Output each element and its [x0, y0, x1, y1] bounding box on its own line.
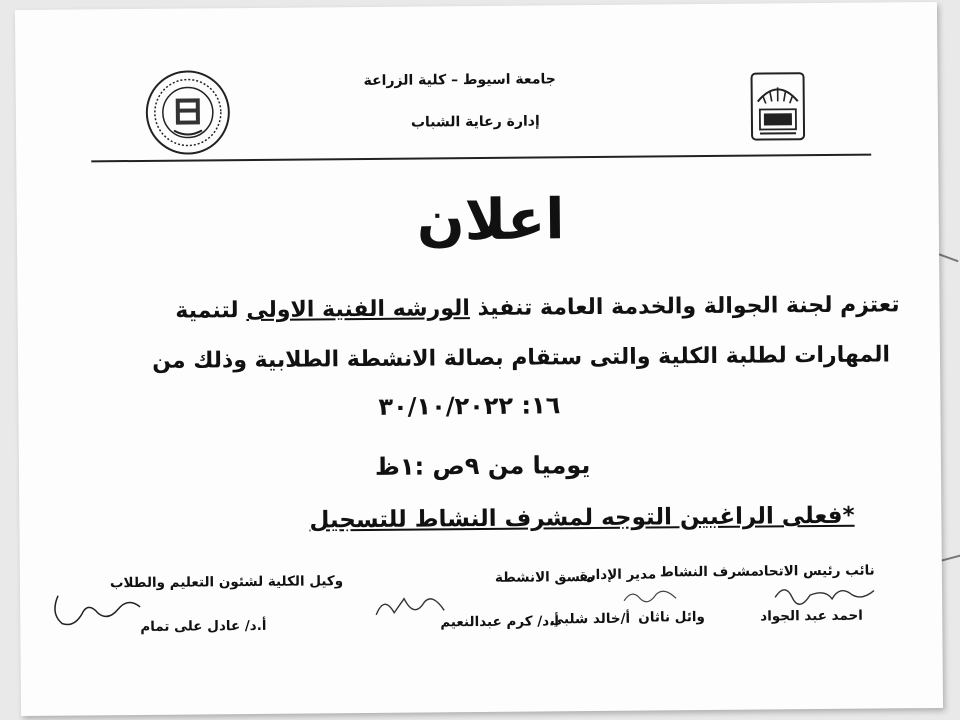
- announcement-paper: [15, 2, 943, 716]
- header-university: جامعة اسيوط – كلية الزراعة: [363, 71, 556, 89]
- signatory-title: منسق الانشطة: [494, 569, 595, 586]
- signatory-title: مشرف النشاط: [659, 563, 759, 581]
- body-line-1-part2: لتنمية: [175, 298, 247, 324]
- signatory-title: نائب رئيس الاتحاد: [756, 562, 875, 580]
- body-line-1: [175, 292, 899, 323]
- university-logo-icon: [737, 65, 818, 146]
- handwritten-signature: [48, 583, 148, 632]
- signatory-title: مدير الإدارة: [579, 566, 657, 584]
- signatory-name: أ/خالد شلبي: [550, 610, 631, 628]
- body-line-2: المهارات لطلبة الكلية والتى ستقام بصالة الانشطة الطلابية وذلك من: [152, 342, 891, 374]
- workshop-name: الورشه الفنية الاولى: [246, 296, 470, 324]
- registration-note: *فعلى الراغبين التوجه لمشرف النشاط للتسجيل: [309, 502, 855, 534]
- faculty-seal-icon: [143, 68, 232, 157]
- signatory-name: أ.د/ كرم عبدالنعيم: [440, 613, 559, 631]
- handwritten-signature: [370, 590, 450, 625]
- event-date: ١٦: ٣٠/١٠/٢٠٢٢: [378, 391, 561, 421]
- signatory-name: أ.د/ عادل على تمام: [140, 617, 267, 635]
- handwritten-signature: [620, 582, 680, 613]
- signatory-name: وائل ناثان: [638, 609, 705, 626]
- body-line-1-part1: تعتزم لجنة الجوالة والخدمة العامة تنفيذ: [469, 292, 900, 322]
- daily-hours: يوميا من ٩ص :١ظ: [374, 451, 591, 481]
- announcement-title: اعلان: [416, 187, 565, 254]
- header-department: إدارة رعاية الشباب: [410, 113, 540, 131]
- signatory-name: احمد عبد الجواد: [760, 607, 863, 625]
- signatory-title: وكيل الكلية لشئون التعليم والطلاب: [109, 573, 344, 592]
- handwritten-signature: [770, 577, 880, 612]
